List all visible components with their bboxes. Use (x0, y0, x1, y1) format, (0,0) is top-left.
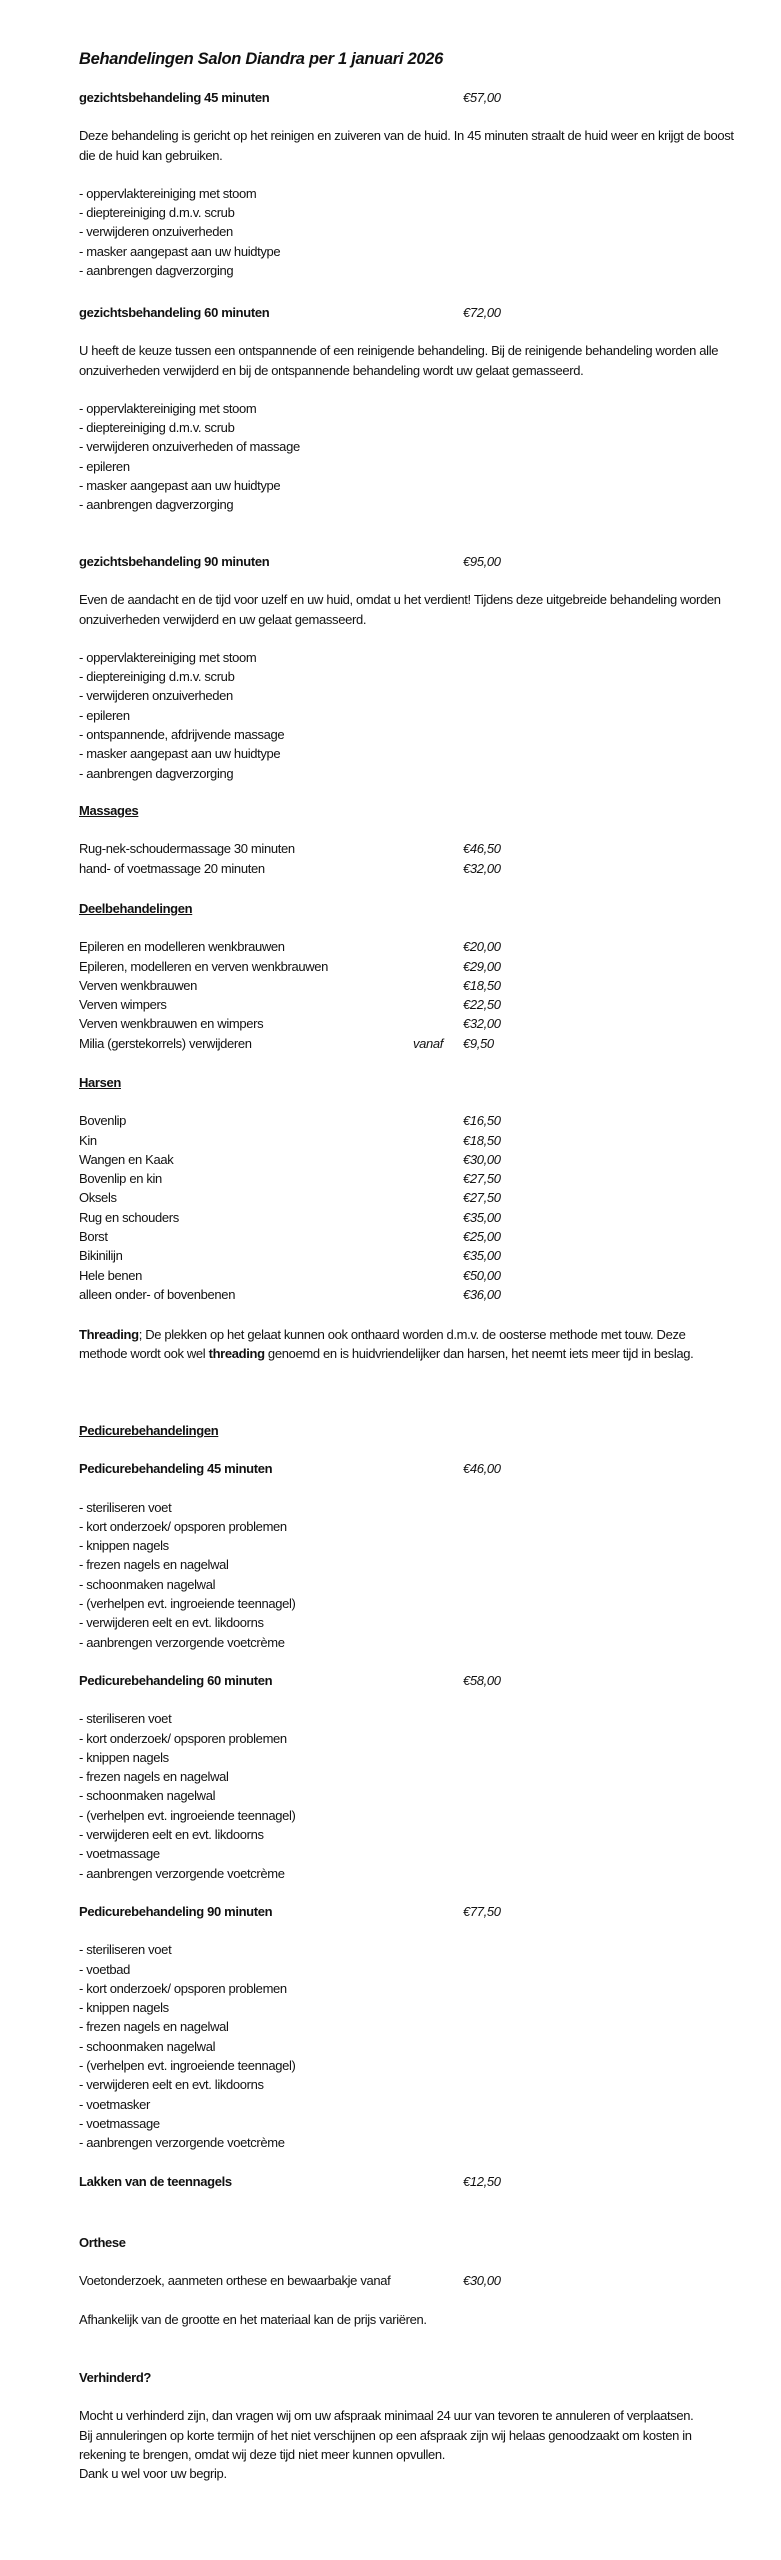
item-name: Kin (79, 1132, 97, 1148)
item-name: Verven wenkbrauwen en wimpers (79, 1016, 264, 1032)
treatment-description: Deze behandeling is gericht op het reinigen en zuiveren van de huid. In 45 minuten straalt de huid weer en krijgt de boost die de huid kan gebruiken. (79, 128, 734, 163)
step-item: - voetmassage (79, 1846, 160, 1862)
treatment-name: gezichtsbehandeling 45 minuten (79, 90, 270, 105)
treatment-steps (79, 184, 739, 280)
price-row (79, 859, 739, 878)
item-price: €25,00 (463, 1229, 501, 1245)
step-item: - aanbrengen dagverzorging (79, 263, 234, 279)
step-item: - verwijderen eelt en evt. likdoorns (79, 2077, 264, 2093)
step-item: - voetbad (79, 1961, 131, 1977)
price-row (79, 839, 739, 858)
threading-paragraph (79, 1325, 734, 1364)
step-item: - ontspannende, afdrijvende massage (79, 727, 285, 743)
threading-term: Threading (79, 1327, 139, 1342)
step-item: - verwijderen onzuiverheden of massage (79, 439, 300, 455)
step-item: - kort onderzoek/ opsporen problemen (79, 1980, 287, 1996)
item-name: Bovenlip (79, 1113, 127, 1129)
step-item: - schoonmaken nagelwal (79, 2038, 216, 2054)
section-heading: Pedicurebehandelingen (79, 1423, 219, 1438)
price-row (79, 957, 739, 976)
item-name: Hele benen (79, 1267, 142, 1283)
page-title: Behandelingen Salon Diandra per 1 januari 2026 (79, 50, 443, 68)
treatment-price: €77,50 (463, 1903, 501, 1919)
step-item: - verwijderen onzuiverheden (79, 224, 233, 240)
facial-45-section (79, 88, 739, 280)
step-item: - aanbrengen verzorgende voetcrème (79, 1865, 285, 1881)
item-price: €27,50 (463, 1190, 501, 1206)
treatment-steps (79, 648, 739, 783)
step-item: - steriliseren voet (79, 1942, 172, 1958)
item-name: Milia (gerstekorrels) verwijderen (79, 1035, 252, 1051)
massages-section (79, 801, 739, 878)
item-name: Verven wenkbrauwen (79, 977, 197, 993)
pedicure-section (79, 1421, 739, 2191)
item-price: €50,00 (463, 1267, 501, 1283)
item-name: Rug en schouders (79, 1209, 179, 1225)
step-item: - epileren (79, 458, 130, 474)
treatment-name: gezichtsbehandeling 60 minuten (79, 305, 270, 320)
price-row (79, 1208, 739, 1227)
item-name: Oksels (79, 1190, 117, 1206)
cancellation-text: Dank u wel voor uw begrip. (79, 2466, 227, 2482)
step-item: - (verhelpen evt. ingroeiende teennagel) (79, 1596, 296, 1612)
section-heading: Verhinderd? (79, 2370, 151, 2385)
step-item: - frezen nagels en nagelwal (79, 1769, 229, 1785)
step-item: - dieptereiniging d.m.v. scrub (79, 205, 235, 221)
item-price: €35,00 (463, 1248, 501, 1264)
step-item: - masker aangepast aan uw huidtype (79, 243, 281, 259)
item-price: €30,00 (463, 1151, 501, 1167)
treatment-price: €72,00 (463, 305, 501, 320)
item-price: €32,00 (463, 1016, 501, 1032)
section-heading: Massages (79, 803, 139, 818)
item-price: €16,50 (463, 1113, 501, 1129)
item-price: €20,00 (463, 939, 501, 955)
treatment-price: €58,00 (463, 1672, 501, 1688)
step-item: - frezen nagels en nagelwal (79, 1557, 229, 1573)
step-item: - knippen nagels (79, 1538, 169, 1554)
treatment-steps (79, 1709, 739, 1883)
price-row (79, 1014, 739, 1033)
treatment-steps (79, 1940, 739, 2152)
treatment-description: Even de aandacht en de tijd voor uzelf en uw huid, omdat u het verdient! Tijdens deze uitgebreide behandeling worden onzuiverheden verwijderd en uw gelaat gemasseerd. (79, 592, 721, 627)
item-name: Verven wimpers (79, 997, 167, 1013)
step-item: - oppervlaktereiniging met stoom (79, 400, 257, 416)
item-price: €35,00 (463, 1209, 501, 1225)
price-row (79, 1188, 739, 1207)
treatment-name: Lakken van de teennagels (79, 2173, 232, 2189)
section-heading: Orthese (79, 2235, 126, 2250)
item-price: €46,50 (463, 841, 501, 857)
cancellation-text: Bij annuleringen op korte termijn of het niet verschijnen op een afspraak zijn wij helaas genoodzaakt om kosten in rekening te brengen, omdat wij deze tijd niet meer kunnen opvullen. (79, 2427, 692, 2462)
step-item: - (verhelpen evt. ingroeiende teennagel) (79, 1807, 296, 1823)
item-name: Wangen en Kaak (79, 1151, 174, 1167)
step-item: - steriliseren voet (79, 1711, 172, 1727)
price-row (79, 1111, 739, 1130)
price-row (79, 1227, 739, 1246)
step-item: - knippen nagels (79, 2000, 169, 2016)
treatment-price: €12,50 (463, 2173, 501, 2189)
step-item: - epileren (79, 707, 130, 723)
item-name: Voetonderzoek, aanmeten orthese en bewaarbakje vanaf (79, 2273, 391, 2289)
section-heading: Harsen (79, 1075, 121, 1090)
item-name: hand- of voetmassage 20 minuten (79, 860, 265, 876)
step-item: - dieptereiniging d.m.v. scrub (79, 669, 235, 685)
item-price: €32,00 (463, 860, 501, 876)
item-name: Bovenlip en kin (79, 1171, 162, 1187)
orthese-section (79, 2233, 739, 2329)
treatment-name: Pedicurebehandeling 60 minuten (79, 1672, 273, 1688)
step-item: - aanbrengen dagverzorging (79, 765, 234, 781)
item-price: €18,50 (463, 1132, 501, 1148)
treatment-price: €46,00 (463, 1461, 501, 1477)
price-row (79, 1169, 739, 1188)
step-item: - voetmassage (79, 2115, 160, 2131)
price-row (79, 2271, 739, 2290)
threading-text: ; De plekken op het gelaat kunnen ook onthaard worden d.m.v. de oosterse methode met touw. Deze methode wordt ook wel (79, 1327, 686, 1362)
item-price: €22,50 (463, 997, 501, 1013)
step-item: - aanbrengen verzorgende voetcrème (79, 1634, 285, 1650)
step-item: - schoonmaken nagelwal (79, 1788, 216, 1804)
harsen-section (79, 1073, 739, 1304)
section-heading: Deelbehandelingen (79, 901, 193, 916)
treatment-price: €57,00 (463, 90, 501, 105)
threading-term: threading (208, 1346, 265, 1362)
step-item: - frezen nagels en nagelwal (79, 2019, 229, 2035)
step-item: - knippen nagels (79, 1749, 169, 1765)
price-row (79, 1246, 739, 1265)
treatment-steps (79, 399, 739, 515)
price-row (79, 1034, 739, 1053)
treatment-name: Pedicurebehandeling 90 minuten (79, 1903, 273, 1919)
cancellation-section (79, 2368, 739, 2483)
step-item: - voetmasker (79, 2096, 150, 2112)
price-row (79, 995, 739, 1014)
deelbehandelingen-section (79, 899, 739, 1053)
step-item: - verwijderen onzuiverheden (79, 688, 233, 704)
step-item: - schoonmaken nagelwal (79, 1576, 216, 1592)
item-price: €9,50 (463, 1035, 494, 1051)
price-row (79, 1266, 739, 1285)
facial-90-section (79, 552, 739, 783)
step-item: - dieptereiniging d.m.v. scrub (79, 420, 235, 436)
step-item: - steriliseren voet (79, 1499, 172, 1515)
item-price: €29,00 (463, 958, 501, 974)
item-price: €27,50 (463, 1171, 501, 1187)
threading-text: genoemd en is huidvriendelijker dan harsen, het neemt iets meer tijd in beslag. (264, 1346, 694, 1362)
step-item: - oppervlaktereiniging met stoom (79, 185, 257, 201)
step-item: - kort onderzoek/ opsporen problemen (79, 1518, 287, 1534)
item-name: Epileren, modelleren en verven wenkbrauwen (79, 958, 329, 974)
treatment-steps (79, 1498, 739, 1652)
item-name: alleen onder- of bovenbenen (79, 1286, 236, 1302)
item-price: €36,00 (463, 1286, 501, 1302)
item-price: €18,50 (463, 977, 501, 993)
item-name: Bikinilijn (79, 1248, 123, 1264)
item-name: Rug-nek-schoudermassage 30 minuten (79, 841, 295, 857)
item-name: Epileren en modelleren wenkbrauwen (79, 939, 285, 955)
price-row (79, 1285, 739, 1304)
price-note: Afhankelijk van de grootte en het materiaal kan de prijs variëren. (79, 2311, 427, 2327)
treatment-name: gezichtsbehandeling 90 minuten (79, 554, 270, 569)
price-qualifier: vanaf (413, 1035, 444, 1051)
step-item: - aanbrengen verzorgende voetcrème (79, 2135, 285, 2151)
step-item: - aanbrengen dagverzorging (79, 497, 234, 513)
step-item: - verwijderen eelt en evt. likdoorns (79, 1615, 264, 1631)
cancellation-text: Mocht u verhinderd zijn, dan vragen wij om uw afspraak minimaal 24 uur van tevoren te annuleren of verplaatsen. (79, 2408, 694, 2424)
step-item: - masker aangepast aan uw huidtype (79, 746, 281, 762)
item-name: Borst (79, 1229, 108, 1245)
price-row (79, 1150, 739, 1169)
step-item: - (verhelpen evt. ingroeiende teennagel) (79, 2058, 296, 2074)
treatment-price: €95,00 (463, 554, 501, 569)
step-item: - kort onderzoek/ opsporen problemen (79, 1730, 287, 1746)
item-price: €30,00 (463, 2273, 501, 2289)
step-item: - oppervlaktereiniging met stoom (79, 649, 257, 665)
step-item: - masker aangepast aan uw huidtype (79, 478, 281, 494)
price-row (79, 976, 739, 995)
treatment-name: Pedicurebehandeling 45 minuten (79, 1461, 273, 1477)
treatment-description: U heeft de keuze tussen een ontspannende of een reinigende behandeling. Bij de reinigende behandeling worden alle onzuiverheden verwijderd en bij de ontspannende behandeling wordt uw gelaat gemasseerd. (79, 343, 719, 378)
step-item: - verwijderen eelt en evt. likdoorns (79, 1827, 264, 1843)
facial-60-section (79, 303, 739, 515)
price-row (79, 1131, 739, 1150)
price-row (79, 937, 739, 956)
